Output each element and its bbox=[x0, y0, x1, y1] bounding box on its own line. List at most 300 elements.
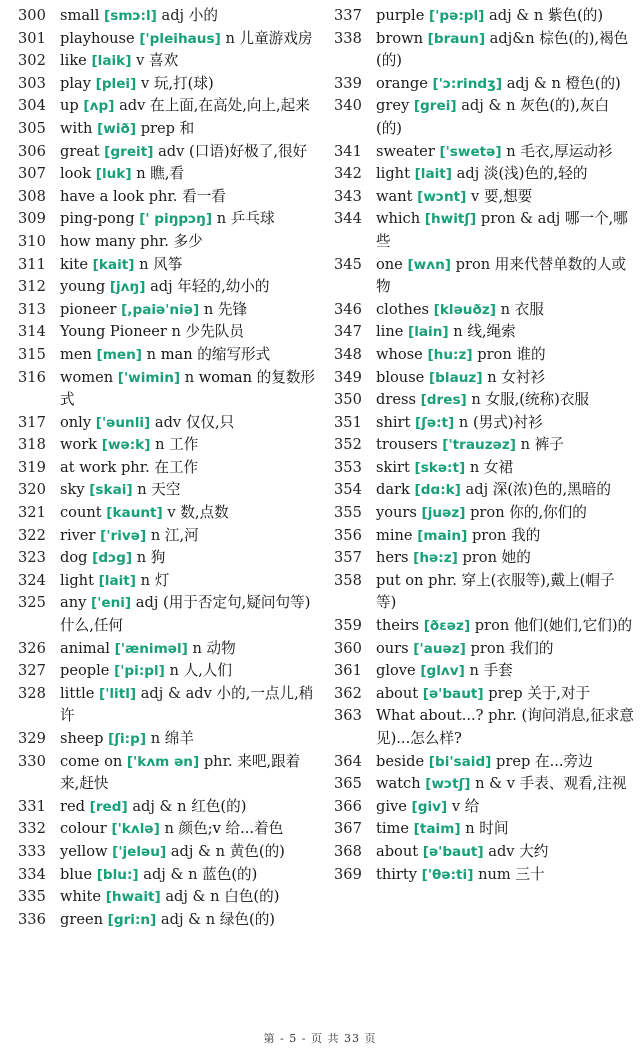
entry-definition: 动物 bbox=[206, 639, 236, 657]
entry-phonetic: ['θə:ti] bbox=[421, 866, 474, 883]
entry-word: river bbox=[60, 526, 96, 544]
entry-definition: 手表、观看,注视 bbox=[519, 775, 627, 793]
page-footer: 第 - 5 - 页 共 33 页 bbox=[263, 1032, 377, 1045]
entry-part-of-speech: prep bbox=[488, 684, 523, 702]
entry-word: up bbox=[60, 97, 79, 115]
entry-part-of-speech: adv bbox=[119, 97, 146, 115]
vocab-entry bbox=[18, 299, 318, 322]
entry-part-of-speech: v bbox=[136, 52, 145, 70]
entry-word: people bbox=[60, 662, 110, 680]
entry-number: 329 bbox=[18, 730, 46, 747]
entry-word: glove bbox=[376, 662, 416, 680]
entry-part-of-speech: n bbox=[169, 662, 179, 680]
vocab-entry bbox=[18, 367, 318, 412]
entry-part-of-speech: adj & n bbox=[489, 7, 544, 24]
vocab-entry bbox=[334, 344, 634, 367]
entry-part-of-speech: adv bbox=[154, 413, 182, 431]
entry-definition: woman 的复数形式 bbox=[60, 368, 316, 409]
vocab-entry bbox=[334, 864, 634, 887]
vocab-entry bbox=[18, 818, 318, 841]
entry-number: 306 bbox=[18, 142, 46, 160]
entry-number: 343 bbox=[334, 187, 362, 205]
entry-definition: man 的缩写形式 bbox=[160, 345, 271, 363]
entry-part-of-speech: adj & n bbox=[170, 842, 226, 860]
vocab-entry bbox=[18, 592, 318, 637]
entry-number: 324 bbox=[18, 571, 46, 589]
entry-definition: 风筝 bbox=[153, 255, 183, 273]
vocab-entry bbox=[18, 163, 318, 186]
entry-definition: 灯 bbox=[154, 571, 170, 589]
vocab-entry bbox=[334, 434, 634, 457]
entry-number: 312 bbox=[18, 278, 46, 296]
entry-part-of-speech: adj & n bbox=[165, 888, 220, 906]
entry-definition: 淡(浅)色的,轻的 bbox=[483, 165, 588, 183]
entry-definition: 棕色(的),褐色(的) bbox=[376, 29, 629, 70]
vocab-entry bbox=[18, 5, 318, 28]
entry-word: light bbox=[60, 571, 94, 589]
entry-part-of-speech: n bbox=[184, 368, 195, 386]
vocab-entry bbox=[18, 412, 318, 435]
entry-word: sky bbox=[60, 481, 85, 499]
entry-part-of-speech: n bbox=[469, 662, 479, 680]
entry-word: sheep bbox=[60, 730, 104, 747]
entry-word: playhouse bbox=[60, 29, 135, 47]
entry-phonetic: [dɔg] bbox=[92, 550, 133, 567]
entry-number: 321 bbox=[18, 504, 46, 522]
entry-word: count bbox=[60, 504, 102, 522]
entry-word: little bbox=[60, 684, 95, 702]
entry-number: 369 bbox=[334, 865, 362, 883]
entry-part-of-speech: n bbox=[471, 391, 481, 409]
entry-part-of-speech: adj bbox=[161, 7, 185, 24]
entry-definition: 哪一个,哪些 bbox=[376, 210, 628, 250]
entry-phonetic: [kait] bbox=[92, 256, 135, 273]
entry-phonetic: [hə:z] bbox=[413, 550, 458, 567]
entry-word: shirt bbox=[376, 413, 411, 431]
entry-definition: 要,想要 bbox=[483, 187, 533, 205]
vocab-entry bbox=[334, 412, 634, 435]
entry-word: women bbox=[60, 368, 114, 386]
entry-part-of-speech: pron bbox=[477, 345, 512, 363]
entry-number: 335 bbox=[18, 888, 46, 906]
entry-number: 313 bbox=[18, 300, 46, 318]
entry-definition: 白色(的) bbox=[224, 888, 280, 906]
entry-number: 330 bbox=[18, 752, 46, 770]
entry-number: 332 bbox=[18, 820, 46, 838]
vocab-entry bbox=[18, 208, 318, 231]
vocab-entry bbox=[334, 389, 634, 412]
vocab-entry bbox=[334, 660, 634, 683]
entry-phonetic: [laik] bbox=[91, 53, 132, 70]
entry-phonetic: [main] bbox=[417, 527, 468, 544]
entry-definition: 玩,打(球) bbox=[153, 74, 214, 92]
entry-number: 308 bbox=[18, 187, 46, 205]
entry-number: 337 bbox=[334, 7, 362, 24]
entry-definition: 儿童游戏房 bbox=[239, 29, 313, 47]
entry-definition: 颜色;v 给...着色 bbox=[178, 820, 284, 838]
entry-number: 331 bbox=[18, 797, 46, 815]
entry-definition: 裤子 bbox=[534, 436, 564, 454]
vocab-entry bbox=[18, 864, 318, 887]
entry-number: 314 bbox=[18, 323, 46, 341]
entry-phonetic: [red] bbox=[89, 798, 128, 815]
entry-definition: 灰色(的),灰白(的) bbox=[376, 97, 610, 137]
entry-number: 351 bbox=[334, 413, 362, 431]
entry-part-of-speech: v bbox=[167, 504, 176, 522]
vocab-entry bbox=[18, 570, 318, 593]
vocab-entry bbox=[334, 208, 634, 253]
entry-part-of-speech: adv bbox=[488, 842, 515, 860]
entry-part-of-speech: n & v bbox=[475, 775, 516, 793]
entry-phonetic: ['pi:pl] bbox=[114, 663, 165, 680]
entry-word: small bbox=[60, 7, 100, 24]
entry-word: orange bbox=[376, 74, 428, 92]
entry-word: sweater bbox=[376, 142, 435, 160]
vocab-entry bbox=[334, 705, 634, 750]
entry-phonetic: [wið] bbox=[97, 120, 137, 137]
entry-phonetic: [ðɛəz] bbox=[423, 618, 471, 635]
entry-word: at work bbox=[60, 458, 117, 476]
entry-phonetic: [ə'baut] bbox=[422, 843, 484, 860]
entry-number: 322 bbox=[18, 526, 46, 544]
entry-part-of-speech: n bbox=[506, 142, 516, 160]
vocab-entry bbox=[18, 683, 318, 728]
entry-definition: 女服,(统称)衣服 bbox=[485, 391, 590, 409]
vocab-entry bbox=[18, 525, 318, 548]
entry-definition: (询问消息,征求意 见)...怎么样? bbox=[376, 707, 634, 747]
entry-definition: 和 bbox=[179, 119, 195, 137]
vocab-entry bbox=[334, 28, 634, 73]
entry-phonetic: ['pleihaus] bbox=[139, 30, 221, 47]
entry-definition: 狗 bbox=[150, 549, 166, 567]
entry-phonetic: [gri:n] bbox=[107, 911, 157, 928]
entry-part-of-speech: pron bbox=[471, 526, 507, 544]
entry-phonetic: ['pə:pl] bbox=[429, 8, 485, 24]
vocab-entry bbox=[334, 141, 634, 164]
entry-definition: 小的 bbox=[188, 7, 218, 24]
entry-word: skirt bbox=[376, 458, 410, 476]
entry-part-of-speech: phr. bbox=[428, 571, 457, 589]
entry-phonetic: [taim] bbox=[413, 821, 461, 838]
entry-number: 327 bbox=[18, 662, 46, 680]
entry-phonetic: ['litl] bbox=[99, 685, 137, 702]
entry-word: Young Pioneer bbox=[60, 323, 167, 341]
entry-number: 363 bbox=[334, 707, 362, 725]
entry-number: 304 bbox=[18, 97, 46, 115]
entry-part-of-speech: n bbox=[469, 458, 480, 476]
vocab-entry bbox=[18, 254, 318, 277]
entry-part-of-speech: n bbox=[150, 730, 161, 747]
entry-part-of-speech: pron bbox=[470, 639, 506, 657]
vocab-entry bbox=[18, 479, 318, 502]
entry-number: 345 bbox=[334, 255, 362, 273]
entry-part-of-speech: pron bbox=[462, 549, 497, 567]
entry-part-of-speech: n bbox=[136, 165, 146, 183]
entry-definition: 穿上(衣服等),戴上(帽子等) bbox=[376, 571, 615, 612]
entry-number: 362 bbox=[334, 684, 362, 702]
vocab-entry bbox=[18, 321, 318, 344]
entry-part-of-speech: adj & adv bbox=[140, 684, 212, 702]
vocab-entry bbox=[18, 841, 318, 864]
entry-number: 366 bbox=[334, 797, 362, 815]
entry-definition: 我们的 bbox=[509, 639, 554, 657]
entry-word: clothes bbox=[376, 300, 430, 318]
entry-number: 305 bbox=[18, 119, 46, 137]
entry-phonetic: [plei] bbox=[95, 75, 137, 92]
entry-definition: 喜欢 bbox=[148, 52, 179, 70]
entry-definition: 绵羊 bbox=[164, 730, 194, 747]
entry-word: give bbox=[376, 797, 407, 815]
entry-phonetic: ['trauzəz] bbox=[442, 437, 516, 454]
entry-part-of-speech: prep bbox=[140, 119, 175, 137]
entry-number: 323 bbox=[18, 549, 46, 567]
entry-part-of-speech: adj bbox=[465, 481, 489, 499]
entry-definition: 年轻的,幼小的 bbox=[177, 278, 270, 296]
entry-word: want bbox=[376, 187, 413, 205]
vocab-entry bbox=[18, 28, 318, 51]
entry-definition: 数,点数 bbox=[180, 504, 229, 522]
entry-part-of-speech: adj bbox=[150, 278, 173, 296]
entry-word: look bbox=[60, 165, 92, 183]
entry-definition: 橙色(的) bbox=[565, 74, 621, 92]
entry-phonetic: [lait] bbox=[414, 166, 453, 183]
entry-phonetic: [greit] bbox=[104, 143, 154, 160]
entry-number: 348 bbox=[334, 345, 362, 363]
entry-part-of-speech: n bbox=[150, 526, 161, 544]
entry-part-of-speech: v bbox=[451, 797, 461, 815]
entry-number: 318 bbox=[18, 436, 46, 454]
entry-definition: 红色(的) bbox=[191, 797, 247, 815]
entry-definition: 少先队员 bbox=[185, 323, 244, 341]
vocab-entry bbox=[334, 525, 634, 548]
entry-definition: 乒乓球 bbox=[230, 210, 275, 228]
entry-number: 340 bbox=[334, 97, 362, 115]
entry-number: 356 bbox=[334, 526, 362, 544]
entry-definition: 深(浓)色的,黑暗的 bbox=[492, 481, 611, 499]
entry-word: dog bbox=[60, 549, 88, 567]
entry-part-of-speech: n bbox=[453, 323, 463, 341]
entry-part-of-speech: pron bbox=[455, 255, 491, 273]
entry-number: 334 bbox=[18, 865, 46, 883]
vocab-column-left bbox=[18, 5, 318, 931]
entry-definition: 你的,你们的 bbox=[509, 504, 587, 522]
entry-phonetic: [luk] bbox=[95, 166, 132, 183]
vocab-entry bbox=[18, 909, 318, 932]
vocab-entry bbox=[18, 886, 318, 909]
entry-phonetic: [blu:] bbox=[96, 866, 139, 883]
vocab-entry bbox=[18, 751, 318, 796]
vocab-entry bbox=[334, 73, 634, 96]
vocab-entry bbox=[334, 479, 634, 502]
entry-word: What about...? bbox=[376, 707, 484, 725]
vocab-entry bbox=[18, 660, 318, 683]
entry-definition: 先锋 bbox=[217, 300, 248, 318]
entry-definition: 我的 bbox=[511, 526, 541, 544]
vocab-entry bbox=[18, 276, 318, 299]
vocab-entry bbox=[334, 299, 634, 322]
entry-phonetic: [ə'baut] bbox=[422, 685, 484, 702]
entry-phonetic: [juəz] bbox=[421, 505, 466, 522]
entry-part-of-speech: pron bbox=[474, 617, 510, 635]
entry-word: line bbox=[376, 323, 404, 341]
entry-number: 349 bbox=[334, 368, 362, 386]
entry-word: brown bbox=[376, 29, 423, 47]
vocab-entry bbox=[18, 141, 318, 164]
entry-part-of-speech: n bbox=[146, 345, 157, 363]
entry-number: 347 bbox=[334, 323, 362, 341]
vocab-entry bbox=[334, 95, 634, 140]
entry-definition: 用来代替单数的人或物 bbox=[376, 255, 627, 296]
entry-word: put on bbox=[376, 571, 424, 589]
entry-word: ours bbox=[376, 639, 409, 657]
entry-definition: 关于,对于 bbox=[527, 684, 591, 702]
entry-word: which bbox=[376, 210, 421, 228]
entry-word: time bbox=[376, 820, 410, 838]
entry-word: colour bbox=[60, 820, 107, 838]
entry-word: yellow bbox=[60, 842, 108, 860]
entry-number: 344 bbox=[334, 210, 362, 228]
entry-word: light bbox=[376, 165, 410, 183]
entry-definition: 黄色(的) bbox=[229, 842, 285, 860]
entry-word: dress bbox=[376, 391, 416, 409]
vocab-entry bbox=[334, 321, 634, 344]
entry-word: grey bbox=[376, 97, 410, 115]
entry-number: 326 bbox=[18, 639, 46, 657]
entry-phonetic: ['ɔ:rindʒ] bbox=[432, 75, 503, 92]
entry-definition: 绿色(的) bbox=[219, 910, 275, 928]
entry-part-of-speech: n bbox=[520, 436, 530, 454]
vocab-entry bbox=[18, 547, 318, 570]
entry-word: animal bbox=[60, 639, 110, 657]
entry-definition: 多少 bbox=[173, 232, 203, 250]
entry-phonetic: ['æniməl] bbox=[114, 640, 188, 657]
entry-phonetic: [dres] bbox=[420, 392, 467, 409]
entry-number: 364 bbox=[334, 752, 362, 770]
entry-word: have a look bbox=[60, 187, 145, 205]
entry-definition: 小的,一点儿,稍许 bbox=[60, 684, 314, 725]
entry-phonetic: ['kʌm ən] bbox=[126, 753, 200, 770]
entry-part-of-speech: n bbox=[171, 323, 181, 341]
entry-word: with bbox=[60, 119, 93, 137]
entry-part-of-speech: adv bbox=[158, 142, 185, 160]
entry-part-of-speech: n bbox=[192, 639, 202, 657]
entry-word: any bbox=[60, 594, 87, 612]
entry-number: 361 bbox=[334, 662, 362, 680]
entry-definition: 时间 bbox=[479, 820, 509, 838]
entry-number: 352 bbox=[334, 436, 362, 454]
entry-word: only bbox=[60, 413, 92, 431]
entry-part-of-speech: phr. bbox=[140, 232, 169, 250]
entry-word: thirty bbox=[376, 865, 418, 883]
entry-number: 310 bbox=[18, 232, 46, 250]
entry-word: beside bbox=[376, 752, 425, 770]
entry-definition: 大约 bbox=[519, 842, 549, 860]
vocab-entry bbox=[18, 231, 318, 254]
entry-phonetic: [lain] bbox=[408, 324, 449, 341]
entry-phonetic: [dɑ:k] bbox=[414, 482, 461, 499]
entry-phonetic: [ʌp] bbox=[83, 98, 115, 115]
entry-phonetic: [hu:z] bbox=[427, 346, 473, 363]
vocab-entry bbox=[18, 502, 318, 525]
entry-part-of-speech: n bbox=[140, 571, 151, 589]
entry-phonetic: [grei] bbox=[413, 98, 457, 115]
entry-word: watch bbox=[376, 775, 421, 793]
entry-phonetic: ['eni] bbox=[91, 595, 132, 612]
entry-part-of-speech: phr. bbox=[120, 458, 150, 476]
entry-phonetic: [wʌn] bbox=[407, 256, 451, 273]
vocab-entry bbox=[18, 638, 318, 661]
vocab-entry bbox=[18, 50, 318, 73]
entry-phonetic: [blauz] bbox=[428, 369, 483, 386]
entry-phonetic: [ʃə:t] bbox=[415, 414, 455, 431]
entry-number: 360 bbox=[334, 639, 362, 657]
vocab-entry bbox=[18, 73, 318, 96]
entry-phonetic: [wɔnt] bbox=[417, 188, 467, 205]
vocab-entry bbox=[334, 683, 634, 706]
entry-phonetic: [bi'said] bbox=[428, 753, 492, 770]
entry-word: how many bbox=[60, 232, 136, 250]
entry-phonetic: [wɔtʃ] bbox=[425, 776, 471, 793]
vocab-entry bbox=[18, 344, 318, 367]
entry-word: theirs bbox=[376, 617, 420, 635]
entry-word: kite bbox=[60, 255, 89, 273]
entry-word: white bbox=[60, 888, 102, 906]
vocab-entry bbox=[334, 5, 634, 28]
entry-part-of-speech: adj bbox=[135, 594, 159, 612]
entry-number: 311 bbox=[18, 255, 46, 273]
entry-definition: 毛衣,厚运动衫 bbox=[520, 142, 613, 160]
entry-number: 303 bbox=[18, 74, 46, 92]
entry-part-of-speech: n bbox=[139, 255, 149, 273]
vocab-entry bbox=[18, 118, 318, 141]
entry-part-of-speech: n bbox=[500, 300, 510, 318]
entry-definition: (用于否定句,疑问句等)什么,任何 bbox=[60, 594, 311, 635]
entry-part-of-speech: n bbox=[465, 820, 475, 838]
vocab-entry bbox=[18, 434, 318, 457]
entry-word: blouse bbox=[376, 368, 425, 386]
entry-number: 338 bbox=[334, 29, 362, 47]
entry-part-of-speech: adj & n bbox=[461, 97, 516, 115]
entry-number: 339 bbox=[334, 74, 362, 92]
entry-number: 320 bbox=[18, 481, 46, 499]
vocab-entry bbox=[334, 818, 634, 841]
entry-part-of-speech: adj&n bbox=[489, 29, 535, 47]
entry-definition: 三十 bbox=[515, 865, 545, 883]
entry-number: 354 bbox=[334, 481, 362, 499]
entry-part-of-speech: n bbox=[164, 820, 174, 838]
entry-definition: 来吧,跟着来,赶快 bbox=[60, 752, 301, 793]
entry-number: 358 bbox=[334, 571, 362, 589]
entry-part-of-speech: n bbox=[155, 436, 165, 454]
entry-number: 325 bbox=[18, 594, 46, 612]
vocab-entry bbox=[334, 367, 634, 390]
entry-phonetic: [kləuðz] bbox=[433, 301, 496, 318]
entry-definition: 他们(她们,它们)的 bbox=[513, 617, 633, 635]
entry-word: hers bbox=[376, 549, 409, 567]
entry-part-of-speech: pron bbox=[470, 504, 505, 522]
entry-word: green bbox=[60, 910, 103, 928]
vocab-entry bbox=[334, 163, 634, 186]
entry-part-of-speech: adj & n bbox=[506, 74, 561, 92]
entry-word: blue bbox=[60, 865, 93, 883]
entry-part-of-speech: n bbox=[216, 210, 227, 228]
vocab-entry bbox=[334, 796, 634, 819]
vocab-entry bbox=[334, 751, 634, 774]
entry-definition: 紫色(的) bbox=[547, 7, 604, 24]
entry-phonetic: ['əunli] bbox=[95, 414, 151, 431]
entry-word: like bbox=[60, 52, 87, 70]
entry-phonetic: [wə:k] bbox=[101, 437, 151, 454]
